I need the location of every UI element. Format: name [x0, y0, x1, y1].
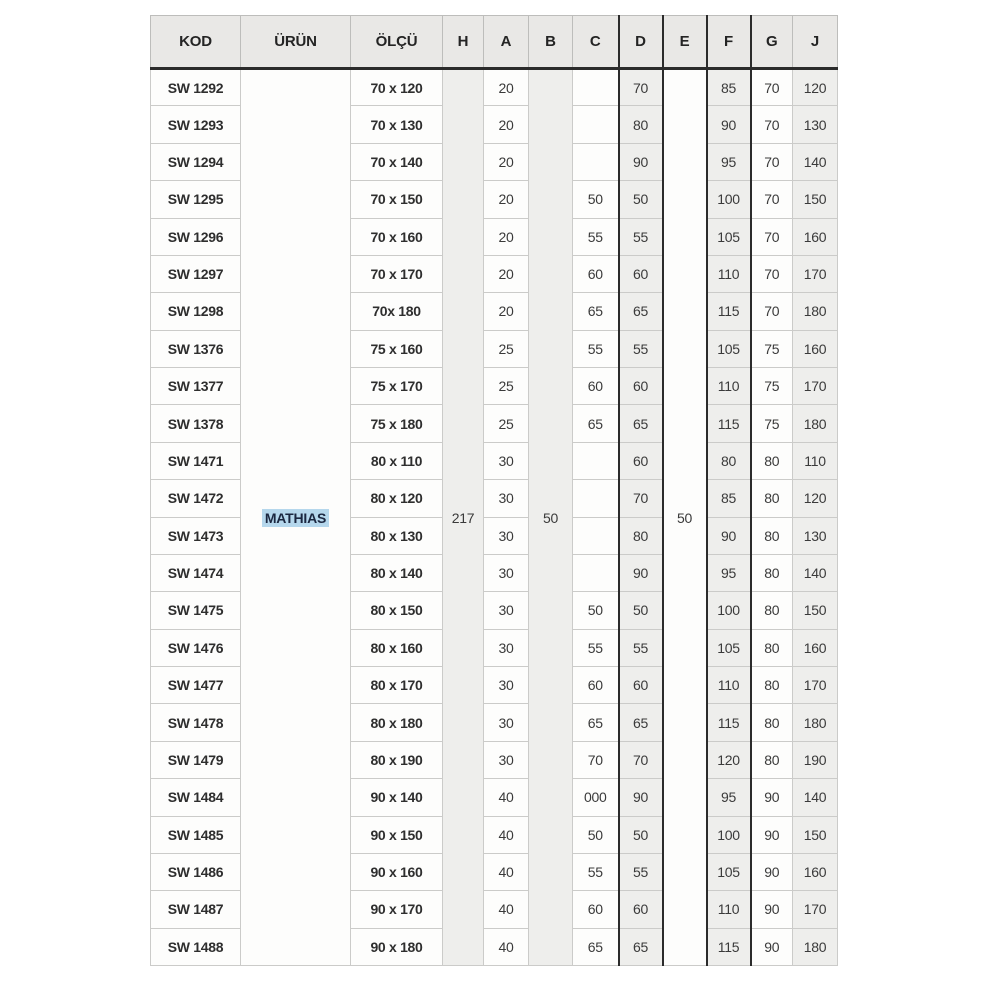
cell-d: 90 — [619, 143, 663, 180]
cell-c — [573, 554, 619, 591]
column-header-kod: KOD — [151, 16, 241, 69]
cell-olcu: 90 x 180 — [351, 928, 443, 965]
cell-f: 115 — [707, 293, 751, 330]
cell-a: 40 — [484, 928, 529, 965]
cell-j: 180 — [793, 293, 838, 330]
cell-kod: SW 1476 — [151, 629, 241, 666]
cell-d: 60 — [619, 255, 663, 292]
cell-kod: SW 1475 — [151, 592, 241, 629]
cell-j: 170 — [793, 368, 838, 405]
cell-olcu: 70 x 130 — [351, 106, 443, 143]
cell-j: 130 — [793, 517, 838, 554]
cell-kod: SW 1376 — [151, 330, 241, 367]
cell-j: 180 — [793, 928, 838, 965]
column-header-c: C — [573, 16, 619, 69]
cell-olcu: 70x 180 — [351, 293, 443, 330]
cell-j: 170 — [793, 255, 838, 292]
cell-a: 30 — [484, 592, 529, 629]
cell-d: 80 — [619, 106, 663, 143]
cell-j: 160 — [793, 330, 838, 367]
cell-f: 100 — [707, 816, 751, 853]
cell-g: 70 — [751, 106, 793, 143]
cell-kod: SW 1486 — [151, 853, 241, 890]
cell-g: 70 — [751, 293, 793, 330]
cell-c — [573, 69, 619, 106]
cell-c: 65 — [573, 928, 619, 965]
cell-g: 80 — [751, 667, 793, 704]
cell-d: 70 — [619, 741, 663, 778]
cell-a: 30 — [484, 517, 529, 554]
cell-g: 80 — [751, 442, 793, 479]
cell-h-merged: 217 — [443, 69, 484, 966]
cell-d: 70 — [619, 69, 663, 106]
cell-d: 60 — [619, 368, 663, 405]
cell-kod: SW 1487 — [151, 891, 241, 928]
cell-olcu: 80 x 160 — [351, 629, 443, 666]
cell-d: 50 — [619, 181, 663, 218]
cell-a: 25 — [484, 368, 529, 405]
cell-d: 65 — [619, 704, 663, 741]
cell-j: 170 — [793, 891, 838, 928]
cell-c: 55 — [573, 218, 619, 255]
product-name-highlight: MATHIAS — [262, 509, 329, 527]
cell-c: 65 — [573, 704, 619, 741]
cell-a: 20 — [484, 106, 529, 143]
cell-c: 60 — [573, 891, 619, 928]
cell-olcu: 70 x 120 — [351, 69, 443, 106]
cell-g: 90 — [751, 891, 793, 928]
cell-d: 65 — [619, 405, 663, 442]
cell-olcu: 80 x 190 — [351, 741, 443, 778]
column-header-olcu: ÖLÇÜ — [351, 16, 443, 69]
cell-d: 60 — [619, 442, 663, 479]
cell-kod: SW 1473 — [151, 517, 241, 554]
cell-d: 55 — [619, 218, 663, 255]
cell-c — [573, 442, 619, 479]
cell-d: 65 — [619, 293, 663, 330]
cell-f: 105 — [707, 330, 751, 367]
cell-g: 80 — [751, 517, 793, 554]
cell-kod: SW 1477 — [151, 667, 241, 704]
cell-kod: SW 1298 — [151, 293, 241, 330]
cell-d: 90 — [619, 554, 663, 591]
cell-olcu: 75 x 180 — [351, 405, 443, 442]
header-row — [151, 16, 838, 69]
cell-c — [573, 106, 619, 143]
cell-f: 100 — [707, 181, 751, 218]
cell-g: 70 — [751, 143, 793, 180]
cell-a: 30 — [484, 741, 529, 778]
cell-j: 160 — [793, 218, 838, 255]
cell-f: 80 — [707, 442, 751, 479]
cell-b-merged: 50 — [529, 69, 573, 966]
cell-c — [573, 143, 619, 180]
cell-c: 55 — [573, 853, 619, 890]
cell-f: 90 — [707, 106, 751, 143]
cell-c: 65 — [573, 405, 619, 442]
cell-kod: SW 1479 — [151, 741, 241, 778]
cell-d: 50 — [619, 592, 663, 629]
cell-kod: SW 1488 — [151, 928, 241, 965]
cell-f: 110 — [707, 891, 751, 928]
cell-a: 40 — [484, 853, 529, 890]
cell-f: 115 — [707, 704, 751, 741]
cell-c: 60 — [573, 368, 619, 405]
cell-e-merged: 50 — [663, 69, 707, 966]
cell-kod: SW 1484 — [151, 779, 241, 816]
cell-c: 65 — [573, 293, 619, 330]
cell-a: 30 — [484, 442, 529, 479]
cell-f: 115 — [707, 405, 751, 442]
cell-olcu: 80 x 170 — [351, 667, 443, 704]
cell-f: 95 — [707, 779, 751, 816]
cell-j: 190 — [793, 741, 838, 778]
cell-j: 150 — [793, 592, 838, 629]
cell-g: 75 — [751, 368, 793, 405]
column-header-j: J — [793, 16, 838, 69]
cell-j: 120 — [793, 480, 838, 517]
cell-g: 70 — [751, 218, 793, 255]
cell-j: 110 — [793, 442, 838, 479]
cell-olcu: 80 x 110 — [351, 442, 443, 479]
cell-f: 100 — [707, 592, 751, 629]
cell-urun-merged — [241, 69, 351, 966]
cell-kod: SW 1294 — [151, 143, 241, 180]
cell-kod: SW 1293 — [151, 106, 241, 143]
cell-kod: SW 1485 — [151, 816, 241, 853]
cell-g: 75 — [751, 405, 793, 442]
cell-kod: SW 1474 — [151, 554, 241, 591]
cell-f: 95 — [707, 554, 751, 591]
table-row — [151, 69, 838, 106]
cell-olcu: 90 x 140 — [351, 779, 443, 816]
cell-c: 50 — [573, 181, 619, 218]
cell-d: 55 — [619, 853, 663, 890]
cell-a: 30 — [484, 629, 529, 666]
cell-a: 20 — [484, 143, 529, 180]
column-header-urun: ÜRÜN — [241, 16, 351, 69]
cell-olcu: 80 x 180 — [351, 704, 443, 741]
cell-f: 85 — [707, 480, 751, 517]
cell-olcu: 70 x 160 — [351, 218, 443, 255]
cell-olcu: 80 x 140 — [351, 554, 443, 591]
cell-f: 105 — [707, 629, 751, 666]
cell-olcu: 90 x 150 — [351, 816, 443, 853]
cell-olcu: 70 x 140 — [351, 143, 443, 180]
cell-a: 20 — [484, 69, 529, 106]
cell-g: 70 — [751, 255, 793, 292]
cell-d: 65 — [619, 928, 663, 965]
cell-j: 140 — [793, 779, 838, 816]
cell-c: 50 — [573, 592, 619, 629]
cell-f: 90 — [707, 517, 751, 554]
cell-j: 140 — [793, 143, 838, 180]
cell-olcu: 75 x 160 — [351, 330, 443, 367]
cell-j: 160 — [793, 629, 838, 666]
cell-c: 55 — [573, 629, 619, 666]
cell-j: 150 — [793, 181, 838, 218]
cell-j: 120 — [793, 69, 838, 106]
cell-c: 55 — [573, 330, 619, 367]
column-header-d: D — [619, 16, 663, 69]
column-header-a: A — [484, 16, 529, 69]
column-header-e: E — [663, 16, 707, 69]
cell-d: 90 — [619, 779, 663, 816]
product-spec-table — [150, 15, 838, 966]
cell-a: 40 — [484, 816, 529, 853]
cell-a: 40 — [484, 779, 529, 816]
cell-f: 105 — [707, 218, 751, 255]
cell-kod: SW 1472 — [151, 480, 241, 517]
cell-c: 60 — [573, 255, 619, 292]
cell-j: 140 — [793, 554, 838, 591]
cell-a: 20 — [484, 218, 529, 255]
cell-g: 90 — [751, 779, 793, 816]
cell-kod: SW 1377 — [151, 368, 241, 405]
cell-a: 20 — [484, 255, 529, 292]
cell-a: 20 — [484, 293, 529, 330]
cell-f: 115 — [707, 928, 751, 965]
cell-j: 160 — [793, 853, 838, 890]
cell-olcu: 80 x 130 — [351, 517, 443, 554]
cell-g: 90 — [751, 928, 793, 965]
cell-j: 170 — [793, 667, 838, 704]
cell-g: 75 — [751, 330, 793, 367]
cell-kod: SW 1471 — [151, 442, 241, 479]
cell-olcu: 70 x 150 — [351, 181, 443, 218]
cell-j: 180 — [793, 405, 838, 442]
cell-a: 30 — [484, 667, 529, 704]
cell-d: 60 — [619, 667, 663, 704]
cell-a: 30 — [484, 480, 529, 517]
cell-f: 110 — [707, 667, 751, 704]
cell-d: 55 — [619, 629, 663, 666]
cell-f: 95 — [707, 143, 751, 180]
cell-olcu: 80 x 150 — [351, 592, 443, 629]
cell-g: 90 — [751, 816, 793, 853]
cell-olcu: 70 x 170 — [351, 255, 443, 292]
column-header-f: F — [707, 16, 751, 69]
cell-kod: SW 1296 — [151, 218, 241, 255]
cell-d: 60 — [619, 891, 663, 928]
cell-olcu: 90 x 170 — [351, 891, 443, 928]
cell-j: 180 — [793, 704, 838, 741]
cell-a: 25 — [484, 330, 529, 367]
cell-g: 80 — [751, 704, 793, 741]
cell-c — [573, 480, 619, 517]
cell-c: 60 — [573, 667, 619, 704]
cell-c: 50 — [573, 816, 619, 853]
cell-j: 150 — [793, 816, 838, 853]
cell-a: 20 — [484, 181, 529, 218]
cell-c: 000 — [573, 779, 619, 816]
cell-kod: SW 1297 — [151, 255, 241, 292]
cell-f: 105 — [707, 853, 751, 890]
column-header-h: H — [443, 16, 484, 69]
cell-g: 70 — [751, 181, 793, 218]
column-header-b: B — [529, 16, 573, 69]
cell-f: 110 — [707, 368, 751, 405]
cell-olcu: 80 x 120 — [351, 480, 443, 517]
cell-kod: SW 1478 — [151, 704, 241, 741]
cell-olcu: 90 x 160 — [351, 853, 443, 890]
column-header-g: G — [751, 16, 793, 69]
cell-g: 90 — [751, 853, 793, 890]
cell-g: 80 — [751, 629, 793, 666]
cell-c — [573, 517, 619, 554]
cell-kod: SW 1295 — [151, 181, 241, 218]
table-body — [151, 69, 838, 966]
cell-g: 80 — [751, 480, 793, 517]
cell-f: 110 — [707, 255, 751, 292]
cell-c: 70 — [573, 741, 619, 778]
product-spec-table-wrap — [150, 15, 837, 966]
cell-g: 80 — [751, 592, 793, 629]
cell-a: 30 — [484, 704, 529, 741]
cell-d: 70 — [619, 480, 663, 517]
cell-g: 80 — [751, 554, 793, 591]
cell-d: 50 — [619, 816, 663, 853]
cell-a: 30 — [484, 554, 529, 591]
cell-a: 25 — [484, 405, 529, 442]
cell-d: 55 — [619, 330, 663, 367]
cell-kod: SW 1292 — [151, 69, 241, 106]
cell-f: 85 — [707, 69, 751, 106]
cell-f: 120 — [707, 741, 751, 778]
cell-kod: SW 1378 — [151, 405, 241, 442]
cell-j: 130 — [793, 106, 838, 143]
cell-olcu: 75 x 170 — [351, 368, 443, 405]
cell-d: 80 — [619, 517, 663, 554]
cell-g: 80 — [751, 741, 793, 778]
cell-a: 40 — [484, 891, 529, 928]
cell-g: 70 — [751, 69, 793, 106]
